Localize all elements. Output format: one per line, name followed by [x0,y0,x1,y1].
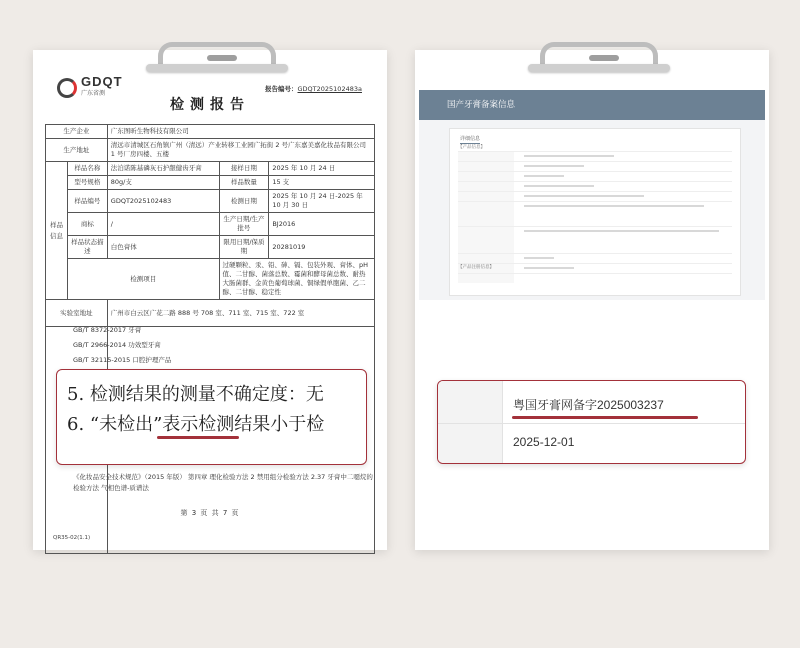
filing-record-number: 粤国牙膏网备字2025003237 [513,398,664,412]
test-report-sheet [33,50,387,550]
state-label: 样品状态描述 [67,236,107,259]
filing-date: 2025-12-01 [513,435,575,449]
clipboard-clip-left [158,42,276,72]
standard-item: GB/T 2966-2014 功效型牙膏 [73,341,161,349]
page-info: 第 3 页 共 7 页 [180,509,240,517]
zoom-line-uncertainty: 5. 检测结果的测量不确定度：无 [67,384,324,405]
expire-label: 限用日期/保质期 [219,236,269,259]
registration-section: 【产品注册信息】 [458,265,494,270]
batch-value: BJ2016 [269,213,375,236]
highlight-underline [157,436,239,439]
company-label: 生产企业 [46,125,108,139]
sample-no-value: GDQT2025102483 [107,190,219,213]
sample-name-value: 法泊诺陈基磷灰石护龈健齿牙膏 [107,162,219,176]
brand-label: 商标 [67,213,107,236]
receive-date-label: 接样日期 [219,162,269,176]
spec-value: 80g/支 [107,176,219,190]
report-title: 检测报告 [170,97,250,113]
address-label: 生产地址 [46,139,108,162]
items-label: 检测项目 [67,259,219,300]
filing-info-sheet [415,50,769,550]
test-date-label: 检测日期 [219,190,269,213]
brand-value: / [107,213,219,236]
qty-value: 15 支 [269,176,375,190]
test-date-value: 2025 年 10 月 24 日-2025 年 10 月 30 日 [269,190,375,213]
filing-detail-grid [458,151,732,283]
company-value: 广东图昕生物科技有限公司 [107,125,374,139]
report-number: 报告编号：GDQT2025102483a [265,85,362,93]
state-value: 白色膏体 [107,236,219,259]
filing-header: 国产牙膏备案信息 [419,90,765,120]
lab-label: 实验室地址 [46,300,108,327]
clipboard-clip-right [540,42,658,72]
spec-label: 型号规格 [67,176,107,190]
expire-value: 20281019 [269,236,375,259]
standard-item: GB/T 8372-2017 牙膏 [73,326,142,334]
sample-info-label: 样品信息 [46,162,68,300]
lab-value: 广州市白云区广花二路 888 号 708 室、711 室、715 室、722 室 [107,300,374,327]
product-info-section: 【产品信息】 [458,145,485,150]
method-text: 《化妆品安全技术规范》（2015 年版） 第四章 理化检验方法 2 禁用组分检验方法 2.37 牙膏中二噁烷的检验方法 气相色谱-质谱法 [73,473,373,492]
sample-no-label: 样品编号 [67,190,107,213]
standard-item: GB/T 32115-2015 口腔护理产品 [73,356,172,364]
items-value: 过硬颗粒、汞、铅、砷、镉、包装外观、膏体、pH 值、二甘醇、菌落总数、霉菌和酵母菌总数、耐热大肠菌群、金黄色葡萄球菌、铜绿假单胞菌、乙二醇、二甘醇、稳定性 [219,259,374,300]
filing-zoom-callout [437,380,746,464]
logo-text: GDQT 广东省测 [81,74,123,97]
highlight-underline [512,416,698,419]
filing-detail-panel [449,128,741,296]
form-code: QR35-02(1.1) [53,535,91,541]
tab-details[interactable]: 详细信息 [460,136,481,142]
receive-date-value: 2025 年 10 月 24 日 [269,162,375,176]
zoom-line-not-detected: 6. “未检出”表示检测结果小于检 [67,414,325,435]
standards-list [73,323,171,368]
filing-body [419,120,765,300]
report-zoom-callout [56,369,367,465]
batch-label: 生产日期/生产批号 [219,213,269,236]
address-value: 清远市清城区石角镇广州（清远）产业转移工业园广拓街 2 号广东嘉美嘉化妆品有限公司 1 号厂房四楼、五楼 [107,139,374,162]
sample-name-label: 样品名称 [67,162,107,176]
qty-label: 样品数量 [219,176,269,190]
